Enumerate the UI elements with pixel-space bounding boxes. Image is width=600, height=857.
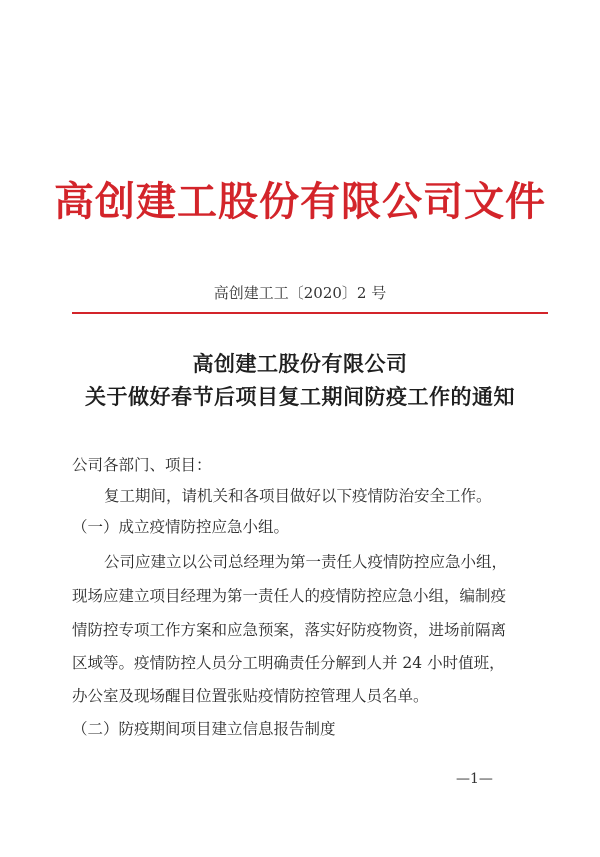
subject-title-line-1: 高创建工股份有限公司	[192, 351, 408, 376]
red-divider-line	[72, 312, 548, 314]
section-1-line: 区域等。疫情防控人员分工明确责任分解到人并 24 小时值班，	[72, 654, 505, 672]
section-1-line: 情防控专项工作方案和应急预案，落实好防疫物资，进场前隔离	[72, 621, 507, 639]
org-document-title: 高创建工股份有限公司文件	[54, 178, 546, 225]
intro-paragraph: 复工期间，请机关和各项目做好以下疫情防治安全工作。	[104, 487, 492, 505]
section-2-heading: （二）防疫期间项目建立信息报告制度	[72, 720, 336, 738]
document-number: 高创建工工〔2020〕2 号	[213, 284, 387, 302]
subject-title-line-2: 关于做好春节后项目复工期间防疫工作的通知	[85, 384, 515, 409]
section-1-line: 公司应建立以公司总经理为第一责任人疫情防控应急小组，	[104, 553, 508, 571]
addressee: 公司各部门、项目：	[72, 456, 212, 474]
section-1-line: 现场应建立项目经理为第一责任人的疫情防控应急小组，编制疫	[72, 587, 507, 605]
section-1-line: 办公室及现场醒目位置张贴疫情防控管理人员名单。	[72, 687, 429, 705]
section-1-heading: （一）成立疫情防控应急小组。	[72, 518, 290, 536]
page-number: —1—	[456, 771, 493, 787]
